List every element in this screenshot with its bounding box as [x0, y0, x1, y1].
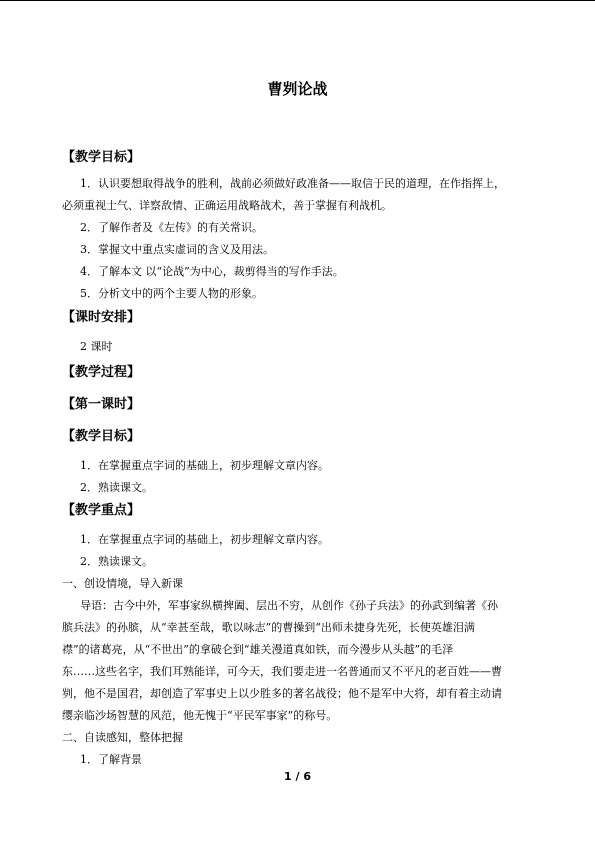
intro-line: 刿，他不是国君，却创造了军事史上以少胜多的著名战役；他不是军中大将，却有着主动请 — [62, 687, 502, 700]
intro-line: 缨亲临沙场智慧的风范，他无愧于“平民军事家”的称号。 — [62, 709, 338, 722]
lesson1-goal-line: 2．熟读课文。 — [80, 481, 153, 494]
goal-line: 4．了解本文 以“论战”为中心，裁剪得当的写作手法。 — [80, 265, 344, 278]
part2-heading: 二、自读感知，整体把握 — [62, 731, 183, 744]
section-heading-lesson1-goals: 【教学目标】 — [62, 429, 141, 444]
section-heading-process: 【教学过程】 — [62, 365, 141, 380]
lesson1-goal-line: 1．在掌握重点字词的基础上，初步理解文章内容。 — [80, 459, 329, 472]
schedule-text: 2 课时 — [80, 340, 113, 353]
intro-line: 导语：古今中外，军事家纵横捭阖、层出不穷，从创作《孙子兵法》的孙武到编著《孙 — [80, 599, 498, 612]
intro-line: 东……这些名字，我们耳熟能详，可今天，我们要走进一名普通而又不平凡的老百姓——曹 — [62, 665, 502, 678]
section-heading-lesson1-focus: 【教学重点】 — [62, 503, 141, 518]
page-number: 1 / 6 — [284, 770, 311, 783]
goal-line: 2．了解作者及《左传》的有关常识。 — [80, 221, 263, 234]
goal-line: 3．掌握文中重点实虚词的含义及用法。 — [80, 243, 274, 256]
goal-line: 1．认识要想取得战争的胜利，战前必须做好政准备——取信于民的道理，在作指挥上， — [80, 177, 505, 190]
goal-line: 必须重视士气、详察敌情、正确运用战略战术，善于掌握有利战机。 — [62, 199, 392, 212]
section-heading-goals: 【教学目标】 — [62, 150, 141, 165]
section-heading-schedule: 【课时安排】 — [62, 310, 141, 325]
lesson1-focus-line: 1．在掌握重点字词的基础上，初步理解文章内容。 — [80, 533, 329, 546]
intro-line: 膑兵法》的孙膑，从“幸甚至哉，歌以咏志”的曹操到“出师未捷身先死，长使英雄泪满 — [62, 621, 475, 634]
part1-heading: 一、创设情境，导入新课 — [62, 577, 183, 590]
top-rule — [0, 0, 595, 1]
document-title: 曹刿论战 — [267, 80, 328, 98]
goal-line: 5．分析文中的两个主要人物的形象。 — [80, 287, 263, 300]
section-heading-lesson1: 【第一课时】 — [62, 397, 141, 412]
lesson1-focus-line: 2．熟读课文。 — [80, 555, 153, 568]
part2-item: 1．了解背景 — [80, 753, 142, 766]
intro-line: 襟”的诸葛亮，从“不世出”的拿破仑到“雄关漫道真如铁，而今漫步从头越”的毛泽 — [62, 643, 454, 656]
